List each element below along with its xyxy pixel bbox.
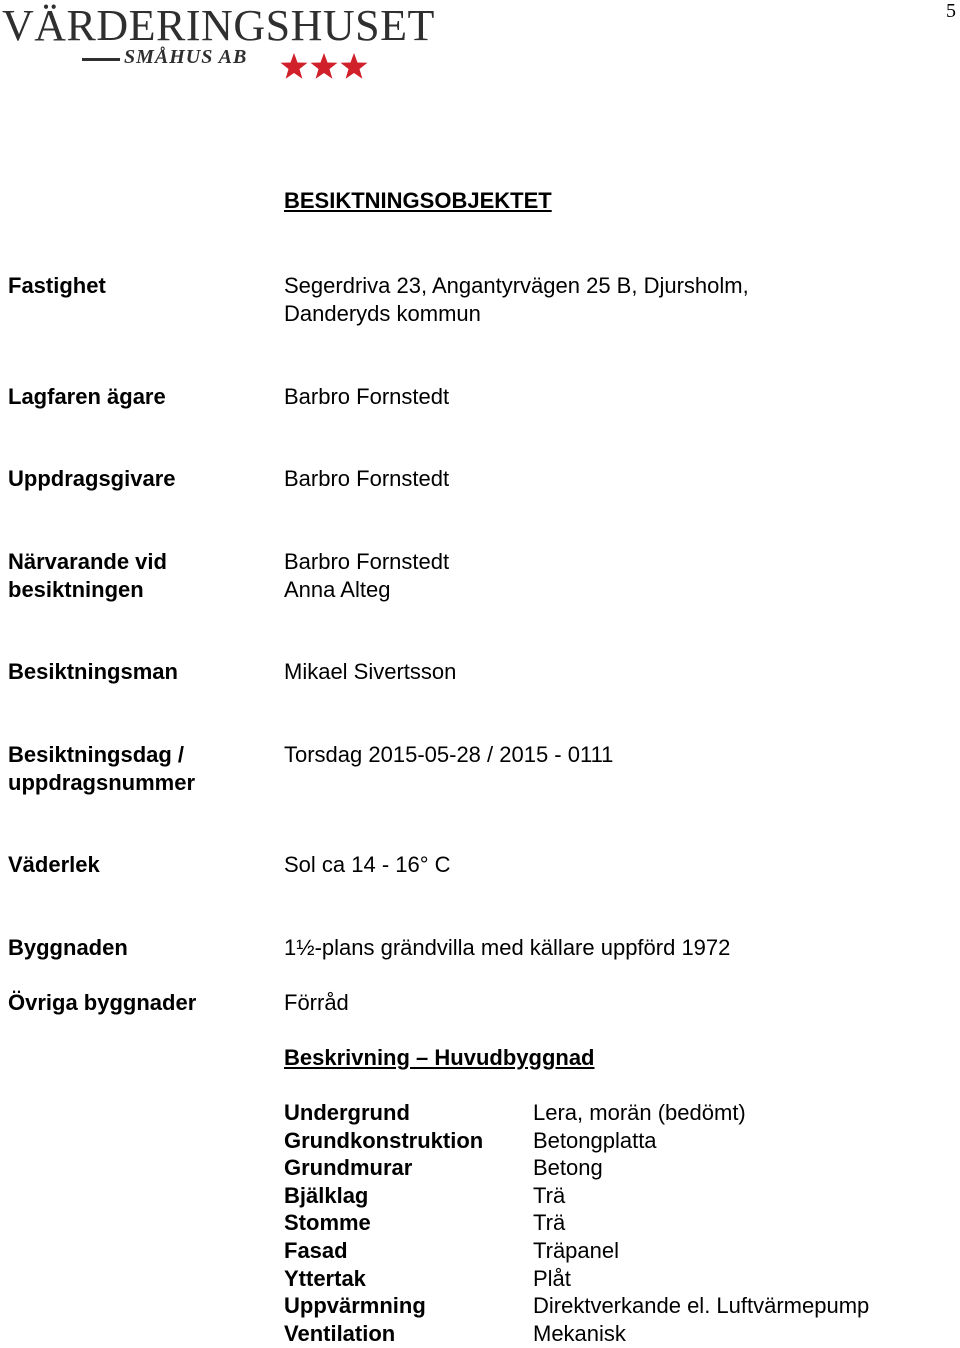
- value-uppdragsgivare: Barbro Fornstedt: [284, 466, 450, 491]
- value-line: Segerdriva 23, Angantyrvägen 25 B, Djursholm,: [284, 273, 749, 298]
- value-line: Barbro Fornstedt: [284, 549, 450, 574]
- label-byggnaden: Byggnaden: [8, 935, 128, 960]
- description-key: Stomme: [284, 1210, 371, 1236]
- description-key: Undergrund: [284, 1100, 410, 1125]
- description-value: Lera, morän (bedömt): [533, 1100, 746, 1125]
- description-value: Betongplatta: [533, 1127, 657, 1153]
- star-icon: [311, 53, 338, 79]
- description-value: Direktverkande el. Luftvärmepump: [533, 1293, 870, 1319]
- logo-subtitle: SMÅHUS AB: [124, 46, 248, 68]
- label-line: Närvarande vid: [8, 549, 167, 574]
- description-key: Fasad: [284, 1237, 348, 1263]
- description-heading: Beskrivning – Huvudbyggnad: [284, 1045, 595, 1070]
- logo-title: VÄRDERINGSHUSET: [2, 1, 435, 50]
- label-ovriga-byggnader: Övriga byggnader: [8, 990, 197, 1015]
- description-key: Ventilation: [284, 1320, 396, 1346]
- description-key: Grundmurar: [284, 1155, 413, 1181]
- label-line: besiktningen: [8, 577, 144, 602]
- logo-rule: [82, 58, 120, 61]
- value-fastighet: [284, 272, 749, 328]
- section-title: BESIKTNINGSOBJEKTET: [284, 188, 552, 213]
- label-line: uppdragsnummer: [8, 770, 196, 795]
- value-besiktningsman: Mikael Sivertsson: [284, 659, 457, 684]
- label-fastighet: Fastighet: [8, 273, 106, 298]
- label-lagfaren-agare: Lagfaren ägare: [8, 384, 166, 409]
- label-besiktningsdag: [8, 741, 195, 797]
- value-vaderlek: Sol ca 14 - 16° C: [284, 852, 451, 877]
- description-key: Bjälklag: [284, 1182, 369, 1208]
- company-logo: [0, 0, 435, 90]
- value-line: Danderyds kommun: [284, 301, 481, 326]
- label-vaderlek: Väderlek: [8, 852, 100, 877]
- description-value: Träpanel: [533, 1237, 620, 1263]
- description-value: Trä: [533, 1182, 566, 1208]
- value-narvarande: [284, 548, 449, 604]
- value-lagfaren-agare: Barbro Fornstedt: [284, 384, 450, 409]
- label-besiktningsman: Besiktningsman: [8, 659, 178, 684]
- description-value: Mekanisk: [533, 1320, 626, 1346]
- description-value: Betong: [533, 1155, 603, 1181]
- value-byggnaden: 1½-plans grändvilla med källare uppförd 1972: [284, 935, 731, 960]
- description-key: Yttertak: [284, 1265, 366, 1291]
- label-uppdragsgivare: Uppdragsgivare: [8, 466, 176, 491]
- value-line: Anna Alteg: [284, 577, 391, 602]
- label-line: Besiktningsdag /: [8, 742, 185, 767]
- description-key: Grundkonstruktion: [284, 1127, 484, 1153]
- star-icon: [281, 53, 308, 79]
- page-number: 5: [946, 0, 956, 22]
- value-ovriga-byggnader: Förråd: [284, 990, 349, 1015]
- description-value: Plåt: [533, 1265, 571, 1291]
- description-value: Trä: [533, 1210, 566, 1236]
- logo-stars-icon: [280, 52, 370, 82]
- value-besiktningsdag: Torsdag 2015-05-28 / 2015 - 0111: [284, 742, 614, 767]
- label-narvarande: [8, 548, 167, 604]
- description-key: Uppvärmning: [284, 1293, 426, 1319]
- star-icon: [341, 53, 368, 79]
